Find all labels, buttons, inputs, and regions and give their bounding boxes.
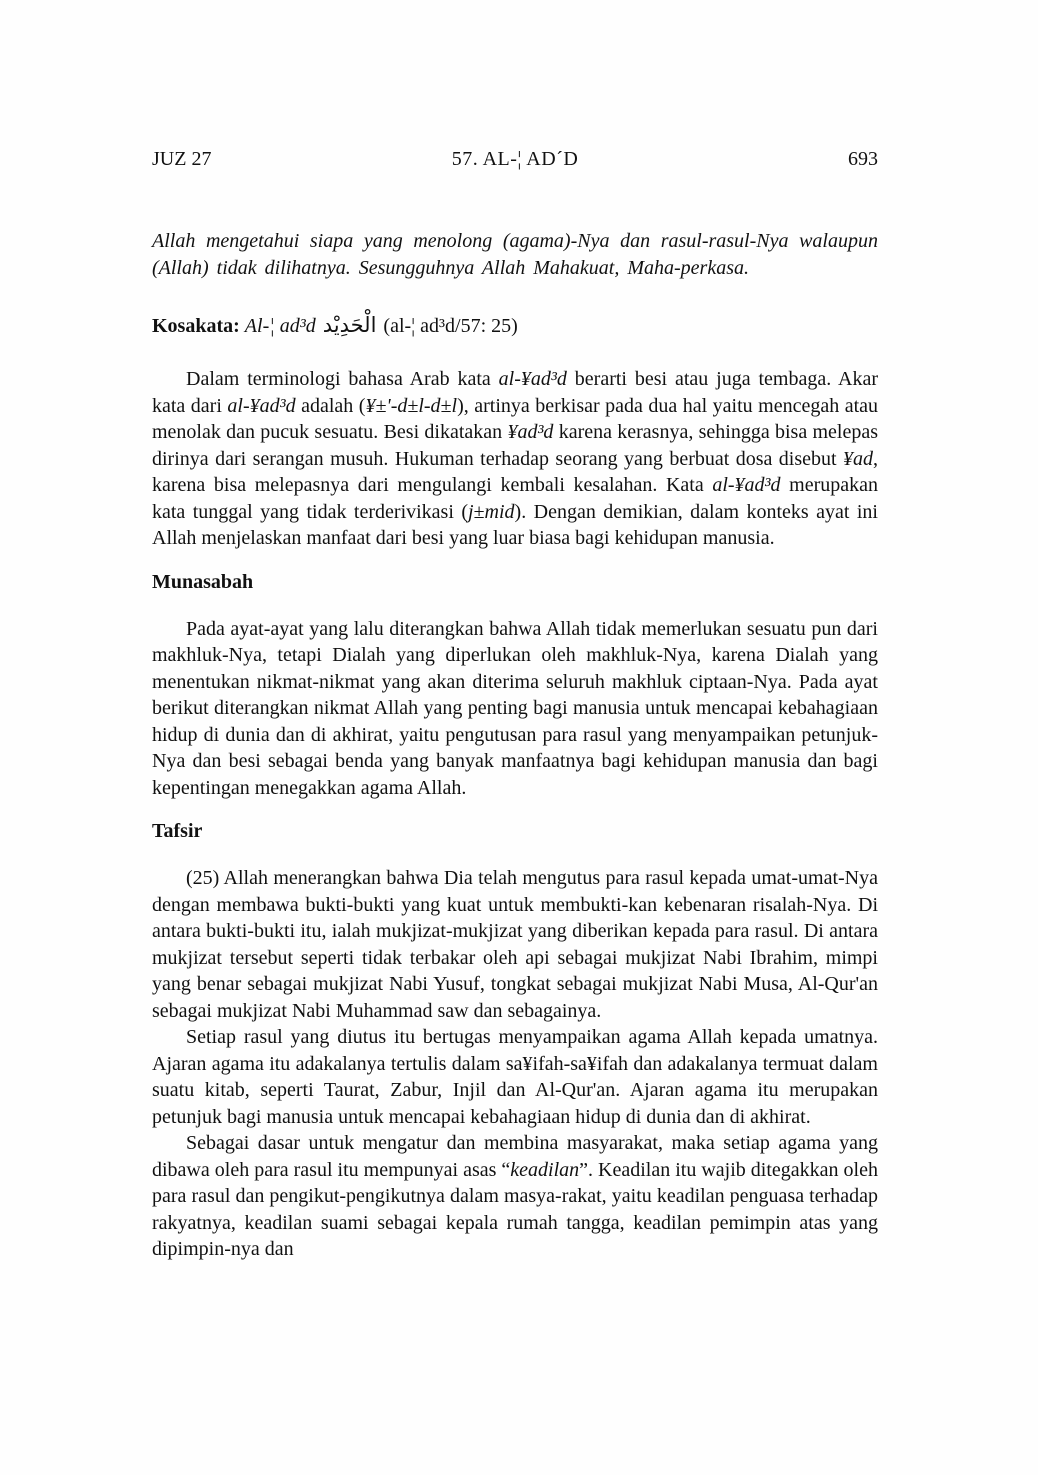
- translation-quote: Allah mengetahui siapa yang menolong (agama)-Nya dan rasul-rasul-Nya walaupun (Allah) tidak dilihatnya. Sesungguhnya Allah Mahakuat, Maha-perkasa.: [152, 230, 878, 279]
- juz-label: JUZ 27: [152, 148, 212, 170]
- tafsir-paragraph-1: (25) Allah menerangkan bahwa Dia telah mengutus para rasul kepada umat-umat-Nya dengan membawa bukti-bukti yang kuat untuk membukti-kan kebenaran risalah-Nya. Di antara bukti-bukti itu, ialah mukjizat-mukjizat yang diberikan kepada para rasul. Di antara mukjizat tersebut seperti tidak terbakar oleh api sebagai mukjizat Nabi Ibrahim, mimpi yang benar sebagai mukjizat Nabi Yusuf, tongkat sebagai mukjizat Nabi Musa, Al-Qur'an sebagai mukjizat Nabi Muhammad saw dan sebagainya.: [152, 867, 878, 1022]
- tafsir-paragraph-2: Setiap rasul yang diutus itu bertugas menyampaikan agama Allah kepada umatnya. Ajaran agama itu adakalanya tertulis dalam sa¥ifah-sa¥ifah dan adakalanya termuat dalam suatu kitab, seperti Taurat, Zabur, Injil dan Al-Qur'an. Ajaran agama itu merupakan petunjuk bagi manusia untuk mencapai kebahagiaan hidup di dunia dan di akhirat.: [152, 1026, 878, 1128]
- munasabah-heading: Munasabah: [152, 570, 254, 593]
- kosakata-heading: Kosakata: Al-¦ ad³d الْحَدِيْد (al-¦ ad³d/57: 25): [152, 313, 518, 337]
- page-content: [152, 146, 878, 1263]
- munasabah-paragraph: Pada ayat-ayat yang lalu diterangkan bahwa Allah tidak memerlukan sesuatu pun dari makhluk-Nya, tetapi Dialah yang diperlukan oleh makhluk-Nya, karena Dialah yang menentukan nikmat-nikmat yang akan diterima seluruh makhluk ciptaan-Nya. Pada ayat berikut diterangkan nikmat Allah yang penting bagi manusia untuk mencapai kebahagiaan hidup di dunia dan di akhirat, yaitu pengutusan para rasul yang menyampaikan petunjuk-Nya dan besi sebagai benda yang banyak manfaatnya bagi kehidupan manusia dan bagi kepentingan menegakkan agama Allah.: [152, 617, 878, 799]
- page-header: [152, 146, 878, 172]
- kosakata-paragraph: Dalam terminologi bahasa Arab kata al-¥ad³d berarti besi atau juga tembaga. Akar kata dari al-¥ad³d adalah (¥±'-d±l-d±l), artinya berkisar pada dua hal yaitu mencegah atau menolak dan pucuk sesuatu. Besi dikatakan ¥ad³d karena kerasnya, sehingga bisa melepas dirinya dari serangan musuh. Hukuman terhadap seorang yang berbuat dosa disebut ¥ad, karena bisa melepasnya dari mengulangi kembali kesalahan. Kata al-¥ad³d merupakan kata tunggal yang tidak terderivikasi (j±mid). Dengan demikian, dalam konteks ayat ini Allah menjelaskan manfaat dari besi yang luar biasa bagi kehidupan manusia.: [152, 368, 879, 549]
- tafsir-paragraph-3: Sebagai dasar untuk mengatur dan membina masyarakat, maka setiap agama yang dibawa oleh para rasul itu mempunyai asas “keadilan”. Keadilan itu wajib ditegakkan oleh para rasul dan pengikut-pengikutnya dalam masya-rakat, yaitu keadilan penguasa terhadap rakyatnya, keadilan suami sebagai kepala rumah tangga, keadilan pemimpin atas yang dipimpin-nya dan: [152, 1132, 878, 1260]
- surah-title: 57. AL-¦ AD´D: [451, 148, 579, 170]
- page-number: 693: [848, 148, 878, 170]
- tafsir-heading: Tafsir: [152, 820, 203, 842]
